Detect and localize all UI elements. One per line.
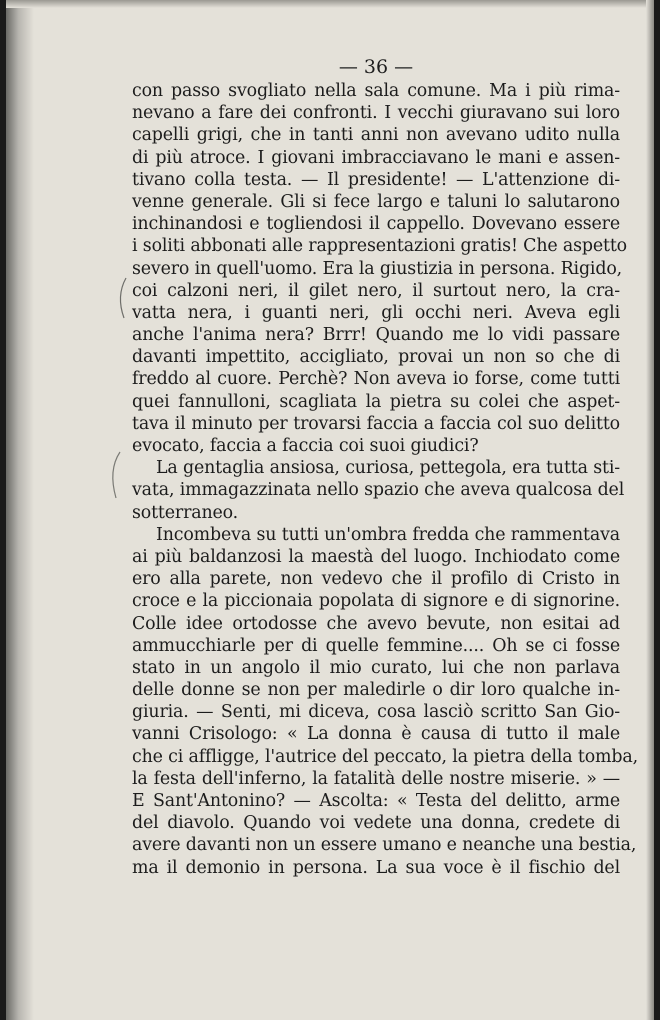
text-line: ero alla parete, non vedevo che il profilo di Cristo in [132,569,620,590]
text-line: vata, immagazzinata nello spazio che aveva qualcosa del [132,480,625,501]
text-line: davanti impettito, accigliato, provai un non so che di [132,347,620,368]
text-line: freddo al cuore. Perchè? Non aveva io forse, come tutti [132,369,620,390]
body-text [132,80,638,879]
text-line: evocato, faccia a faccia coi suoi giudici? [132,436,479,456]
text-line: inchinandosi e togliendosi il cappello. Dovevano essere [132,214,620,235]
text-line: venne generale. Gli si fece largo e taluni lo salutarono [132,191,620,212]
text-line: avere davanti non un essere umano e neanche una bestia, [132,835,637,856]
text-line: con passo svogliato nella sala comune. Ma i più rima- [132,81,620,101]
text-line: di più atroce. I giovani imbracciavano le mani e assen- [132,147,620,168]
book-page [6,0,654,1020]
text-line: vatta nera, i guanti neri, gli occhi neri. Aveva egli [132,302,620,323]
text-line: severo in quell'uomo. Era la giustizia in persona. Rigido, [132,258,623,279]
top-page-edge [6,0,654,8]
text-line: croce e la piccionaia popolata di signore e di signorine. [132,591,620,612]
text-line: tivano colla testa. — Il presidente! — L'attenzione di- [132,169,620,190]
page-number: — 36 — [338,56,414,78]
binding-shadow [6,0,34,1020]
text-line: coi calzoni neri, il gilet nero, il surtout nero, la cra- [132,280,620,301]
right-page-edge [646,0,654,1020]
margin-pencil-marks [102,270,132,670]
text-line: E Sant'Antonino? — Ascolta: « Testa del delitto, arme [132,791,620,811]
text-line: sotterraneo. [132,502,239,523]
text-line: giuria. — Senti, mi diceva, cosa lasciò scritto San Gio- [132,702,620,723]
text-line: nevano a fare dei confronti. I vecchi giuravano sui loro [132,103,620,124]
text-line: capelli grigi, che in tanti anni non avevano udito nulla [132,125,620,146]
text-line: del diavolo. Quando voi vedete una donna, credete di [132,813,620,834]
text-line: Colle idee ortodosse che avevo bevute, non esitai ad [132,613,620,634]
text-line: ammucchiarle per di quelle femmine.... Oh se ci fosse [132,635,620,656]
text-line: tava il minuto per trovarsi faccia a faccia col suo delitto [132,413,620,434]
text-line: la festa dell'inferno, la fatalità delle nostre miserie. » — [132,768,620,789]
text-line: i soliti abbonati alle rappresentazioni gratis! Che aspetto [132,236,628,257]
text-line: vanni Crisologo: « La donna è causa di tutto il male [132,724,620,745]
text-line: ai più baldanzosi la maestà del luogo. Inchiodato come [132,546,620,567]
text-line: delle donne se non per maledirle o dir loro qualche in- [132,680,620,701]
text-line: che ci affligge, l'autrice del peccato, la pietra della tomba, [132,746,638,767]
text-line: stato in un angolo il mio curato, lui che non parlava [132,657,620,678]
text-line: anche l'anima nera? Brrr! Quando me lo vidi passare [132,325,620,346]
text-line: La gentaglia ansiosa, curiosa, pettegola, era tutta sti- [156,458,620,479]
text-line: quei fannulloni, scagliata la pietra su colei che aspet- [132,391,620,412]
text-line: Incombeva su tutti un'ombra fredda che rammentava [156,524,620,545]
text-line: ma il demonio in persona. La sua voce è il fischio del [132,857,620,878]
